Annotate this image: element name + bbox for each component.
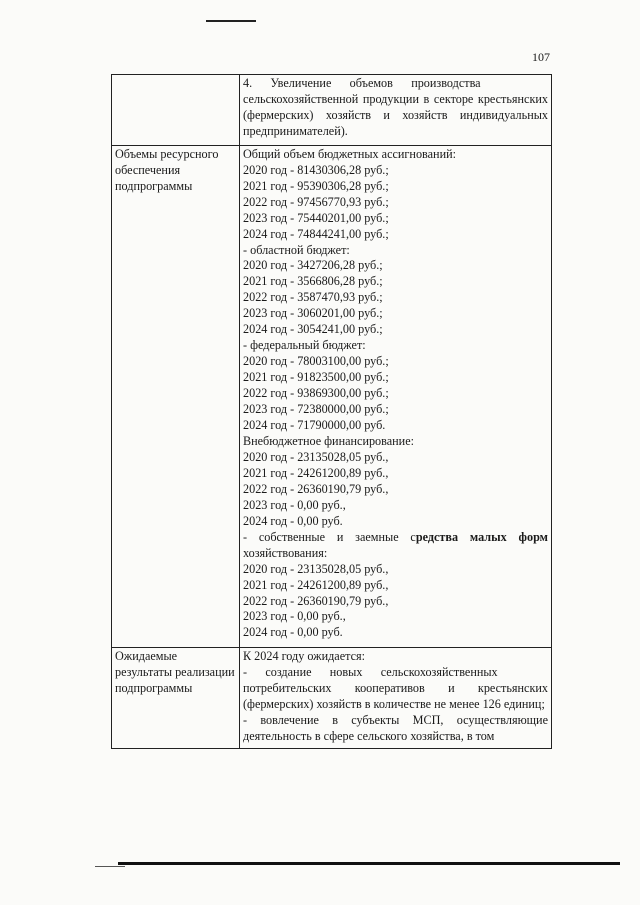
- regional-2020: 2020 год - 3427206,28 руб.;: [243, 258, 383, 273]
- extrabudget-2022: 2022 год - 26360190,79 руб.,: [243, 481, 389, 496]
- item-4-first-line: 4. Увеличение объемов производства: [243, 76, 481, 90]
- regional-heading: - областной бюджет:: [243, 242, 350, 257]
- own-funds-2022: 2022 год - 26360190,79 руб.,: [243, 593, 389, 608]
- total-2020: 2020 год - 81430306,28 руб.;: [243, 162, 389, 177]
- row-label: [112, 75, 240, 146]
- table-row: [112, 648, 552, 749]
- extrabudget-2024: 2024 год - 0,00 руб.: [243, 513, 343, 528]
- own-funds-2024: 2024 год - 0,00 руб.: [243, 625, 343, 640]
- federal-heading: - федеральный бюджет:: [243, 338, 366, 353]
- own-funds-rest: хозяйствования:: [243, 545, 328, 560]
- regional-2021: 2021 год - 3566806,28 руб.;: [243, 274, 383, 289]
- regional-2023: 2023 год - 3060201,00 руб.;: [243, 306, 383, 321]
- total-heading: Общий объем бюджетных ассигнований:: [243, 146, 456, 161]
- row-content: [240, 75, 552, 146]
- extrabudget-2020: 2020 год - 23135028,05 руб.,: [243, 449, 389, 464]
- regional-2024: 2024 год - 3054241,00 руб.;: [243, 322, 383, 337]
- total-2023: 2023 год - 75440201,00 руб.;: [243, 210, 389, 225]
- extrabudget-heading: Внебюджетное финансирование:: [243, 433, 414, 448]
- result-1-rest: потребительских кооперативов и крестьянских (фермерских) хозяйств в количестве не менее 126 единиц;: [243, 681, 548, 712]
- federal-2021: 2021 год - 91823500,00 руб.;: [243, 370, 389, 385]
- regional-2022: 2022 год - 3587470,93 руб.;: [243, 290, 383, 305]
- own-funds-2020: 2020 год - 23135028,05 руб.,: [243, 561, 389, 576]
- row-label: Ожидаемые результаты реализации подпрограммы: [112, 648, 240, 749]
- extrabudget-2023: 2023 год - 0,00 руб.,: [243, 497, 346, 512]
- total-2021: 2021 год - 95390306,28 руб.;: [243, 178, 389, 193]
- own-funds-bold: редства малых форм: [415, 529, 548, 544]
- page-number: 107: [532, 50, 550, 64]
- federal-2023: 2023 год - 72380000,00 руб.;: [243, 402, 389, 417]
- item-4-rest: сельскохозяйственной продукции в секторе крестьянских (фермерских) хозяйств и хозяйств индивидуальных предпринимателей).: [243, 91, 548, 138]
- scan-edge-mark: [95, 866, 125, 867]
- total-2022: 2022 год - 97456770,93 руб.;: [243, 194, 389, 209]
- result-2: - вовлечение в субъекты МСП, осуществляющие деятельность в сфере сельского хозяйства, в том: [243, 713, 548, 744]
- total-2024: 2024 год - 74844241,00 руб.;: [243, 226, 389, 241]
- row-content: [240, 648, 552, 749]
- own-funds-prefix: - собственные и заемные с: [243, 529, 416, 544]
- extrabudget-2021: 2021 год - 24261200,89 руб.,: [243, 465, 389, 480]
- top-mark: [206, 20, 256, 22]
- table-row: [112, 75, 552, 146]
- table-row: [112, 145, 552, 648]
- results-intro: К 2024 году ожидается:: [243, 649, 366, 664]
- federal-2022: 2022 год - 93869300,00 руб.;: [243, 386, 389, 401]
- scan-edge-line: [118, 862, 620, 865]
- result-1-first-line: - создание новых сельскохозяйственных: [243, 665, 498, 680]
- federal-2020: 2020 год - 78003100,00 руб.;: [243, 354, 389, 369]
- subprogram-passport-table: [111, 74, 552, 749]
- own-funds-2023: 2023 год - 0,00 руб.,: [243, 609, 346, 624]
- federal-2024: 2024 год - 71790000,00 руб.: [243, 418, 386, 433]
- own-funds-2021: 2021 год - 24261200,89 руб.,: [243, 577, 389, 592]
- row-label: Объемы ресурсного обеспечения подпрограммы: [112, 145, 240, 648]
- row-content: [240, 145, 552, 648]
- own-funds-heading: [243, 530, 548, 546]
